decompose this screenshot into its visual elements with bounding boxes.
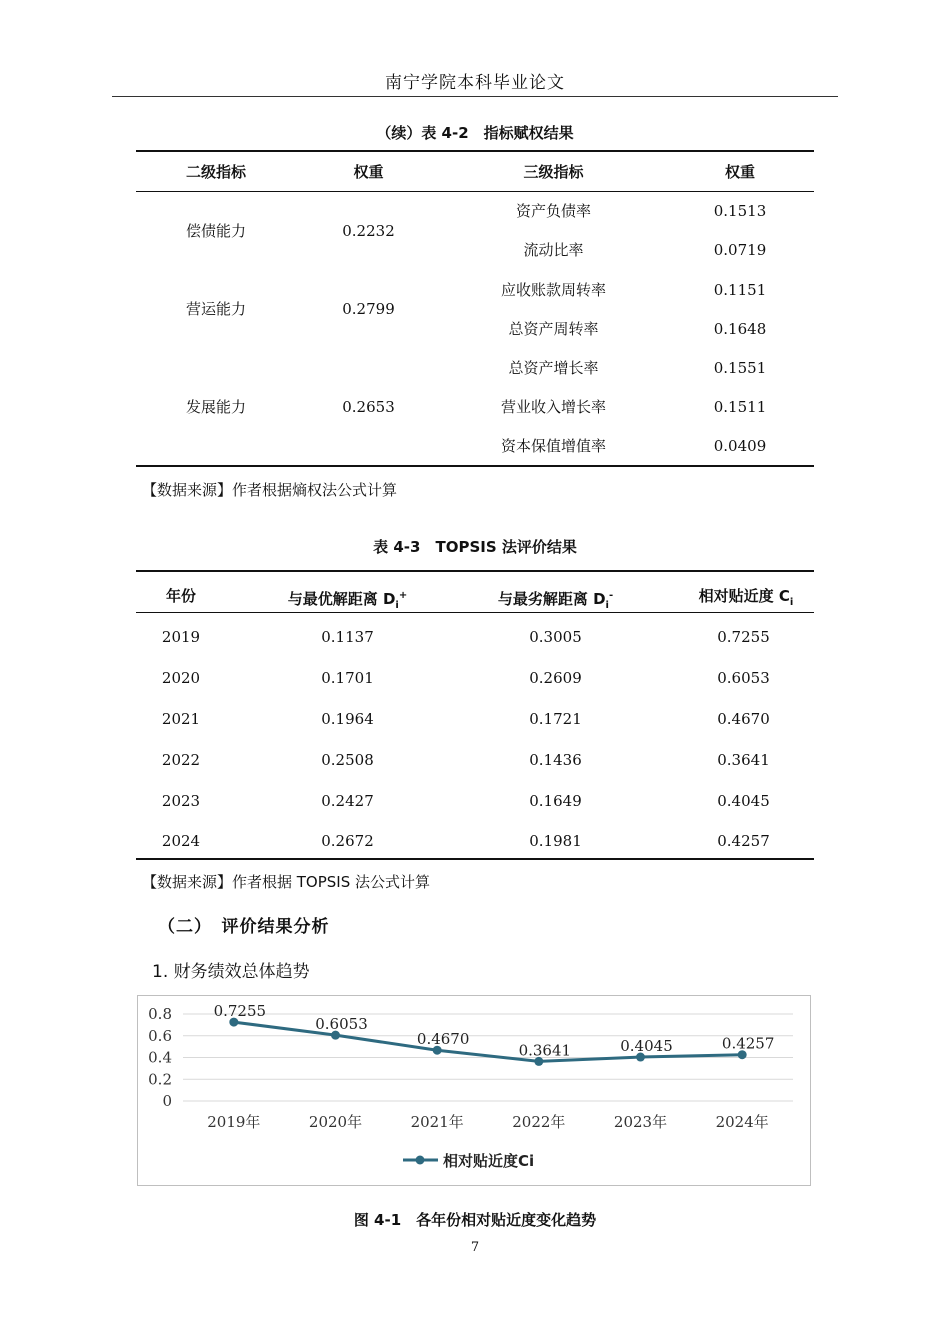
subsection-heading: 1. 财务绩效总体趋势: [152, 962, 310, 982]
x-tick-label: 2023年: [613, 1113, 668, 1131]
t43-header-dminus: 与最劣解距离 $D_i^-$: [497, 590, 614, 611]
t42-indicator-name: 总资产增长率: [508, 359, 599, 377]
t43-row-ci: 0.7255: [717, 628, 770, 646]
page-number: 7: [470, 1240, 480, 1255]
t43-row-ci: 0.3641: [717, 751, 770, 769]
table-4-2-header-rule: [136, 191, 814, 192]
table-4-3-caption: 表 4-3 TOPSIS 法评价结果: [373, 538, 577, 556]
t43-row-dminus: 0.1981: [529, 832, 582, 850]
y-tick-label: 0.6: [148, 1026, 172, 1045]
t43-row-dplus: 0.1137: [321, 628, 374, 646]
t43-row-dplus: 0.1964: [321, 710, 374, 728]
y-tick-label: 0: [162, 1092, 172, 1110]
t42-group-name: 发展能力: [185, 398, 246, 416]
data-label: 0.4670: [416, 1030, 470, 1049]
y-tick-label: 0.8: [148, 1005, 172, 1023]
t42-indicator-name: 总资产周转率: [508, 320, 599, 338]
x-tick-label: 2021年: [410, 1113, 464, 1131]
t43-row-dplus: 0.1701: [321, 669, 374, 687]
y-tick-label: 0.2: [148, 1070, 172, 1089]
t43-row-dminus: 0.3005: [529, 628, 582, 646]
t43-row-dplus: 0.2672: [321, 832, 374, 850]
t43-header-year: 年份: [165, 587, 196, 605]
table-4-2-bottom-rule: [136, 465, 814, 467]
t43-row-year: 2023: [161, 792, 201, 810]
t42-indicator-name: 营业收入增长率: [500, 398, 606, 416]
table-4-3-top-rule: [136, 570, 814, 572]
data-label: 0.4257: [721, 1034, 775, 1053]
x-tick-label: 2019年: [207, 1113, 261, 1131]
t42-indicator-weight: 0.1511: [713, 398, 767, 416]
t42-indicator-name: 资产负债率: [515, 202, 591, 220]
t43-row-ci: 0.4045: [717, 792, 770, 810]
t42-header-weight3: 权重: [724, 163, 755, 181]
t42-header-level2: 二级指标: [185, 163, 246, 181]
t43-row-year: 2020: [161, 669, 201, 687]
legend-marker: [416, 1156, 425, 1165]
figure-caption: 图 4-1 各年份相对贴近度变化趋势: [353, 1211, 597, 1229]
line-chart: [138, 996, 810, 1185]
table-4-3-header-rule: [136, 612, 814, 613]
t43-row-year: 2024: [161, 832, 201, 850]
chart-frame: [137, 995, 811, 1186]
t42-indicator-weight: 0.1151: [713, 281, 767, 299]
t42-indicator-weight: 0.1513: [713, 202, 767, 220]
t42-indicator-name: 资本保值增值率: [500, 437, 606, 455]
t42-indicator-weight: 0.1648: [713, 320, 767, 338]
t43-header-ci: 相对贴近度 $C_i$: [698, 587, 794, 608]
t43-row-year: 2021: [161, 710, 201, 728]
t42-indicator-name: 应收账款周转率: [500, 281, 606, 299]
table-4-2-source-note: 【数据来源】作者根据熵权法公式计算: [142, 481, 398, 499]
t43-row-ci: 0.6053: [717, 669, 770, 687]
t43-row-ci: 0.4670: [717, 710, 770, 728]
t43-row-dminus: 0.2609: [529, 669, 582, 687]
t42-group-weight: 0.2653: [342, 398, 395, 416]
running-header: 南宁学院本科毕业论文: [385, 73, 565, 93]
t42-header-level3: 三级指标: [523, 163, 584, 181]
data-label: 0.7255: [213, 1002, 267, 1021]
t43-header-dplus: 与最优解距离 $D_i^+$: [287, 590, 408, 611]
y-tick-label: 0.4: [148, 1048, 172, 1067]
header-rule: [112, 96, 838, 97]
t42-indicator-name: 流动比率: [523, 241, 584, 259]
t43-row-ci: 0.4257: [717, 832, 770, 850]
t43-row-dminus: 0.1436: [529, 751, 582, 769]
t43-row-dminus: 0.1649: [529, 792, 582, 810]
data-label: 0.6053: [315, 1015, 368, 1034]
t42-group-name: 偿债能力: [185, 222, 246, 240]
t43-row-dminus: 0.1721: [529, 710, 582, 728]
data-label: 0.4045: [620, 1037, 673, 1056]
t42-indicator-weight: 0.0719: [713, 241, 767, 259]
legend-label: 相对贴近度Ci: [443, 1152, 535, 1170]
x-tick-label: 2022年: [512, 1113, 566, 1131]
data-label: 0.3641: [518, 1041, 572, 1060]
t43-row-year: 2019: [161, 628, 201, 646]
table-4-2-top-rule: [136, 150, 814, 152]
t42-group-name: 营运能力: [185, 300, 246, 318]
x-tick-label: 2020年: [308, 1113, 363, 1131]
table-4-3-source-note: 【数据来源】作者根据 TOPSIS 法公式计算: [142, 873, 431, 891]
table-4-3-bottom-rule: [136, 858, 814, 860]
table-4-2-caption: （续）表 4-2 指标赋权结果: [376, 124, 574, 142]
t43-row-dplus: 0.2508: [321, 751, 374, 769]
t42-indicator-weight: 0.0409: [713, 437, 767, 455]
t42-indicator-weight: 0.1551: [713, 359, 767, 377]
t43-row-dplus: 0.2427: [321, 792, 374, 810]
t42-header-weight2: 权重: [353, 163, 384, 181]
t42-group-weight: 0.2232: [342, 222, 395, 240]
x-tick-label: 2024年: [715, 1113, 769, 1131]
t43-row-year: 2022: [161, 751, 201, 769]
section-heading: （二） 评价结果分析: [158, 917, 330, 937]
t42-group-weight: 0.2799: [342, 300, 395, 318]
